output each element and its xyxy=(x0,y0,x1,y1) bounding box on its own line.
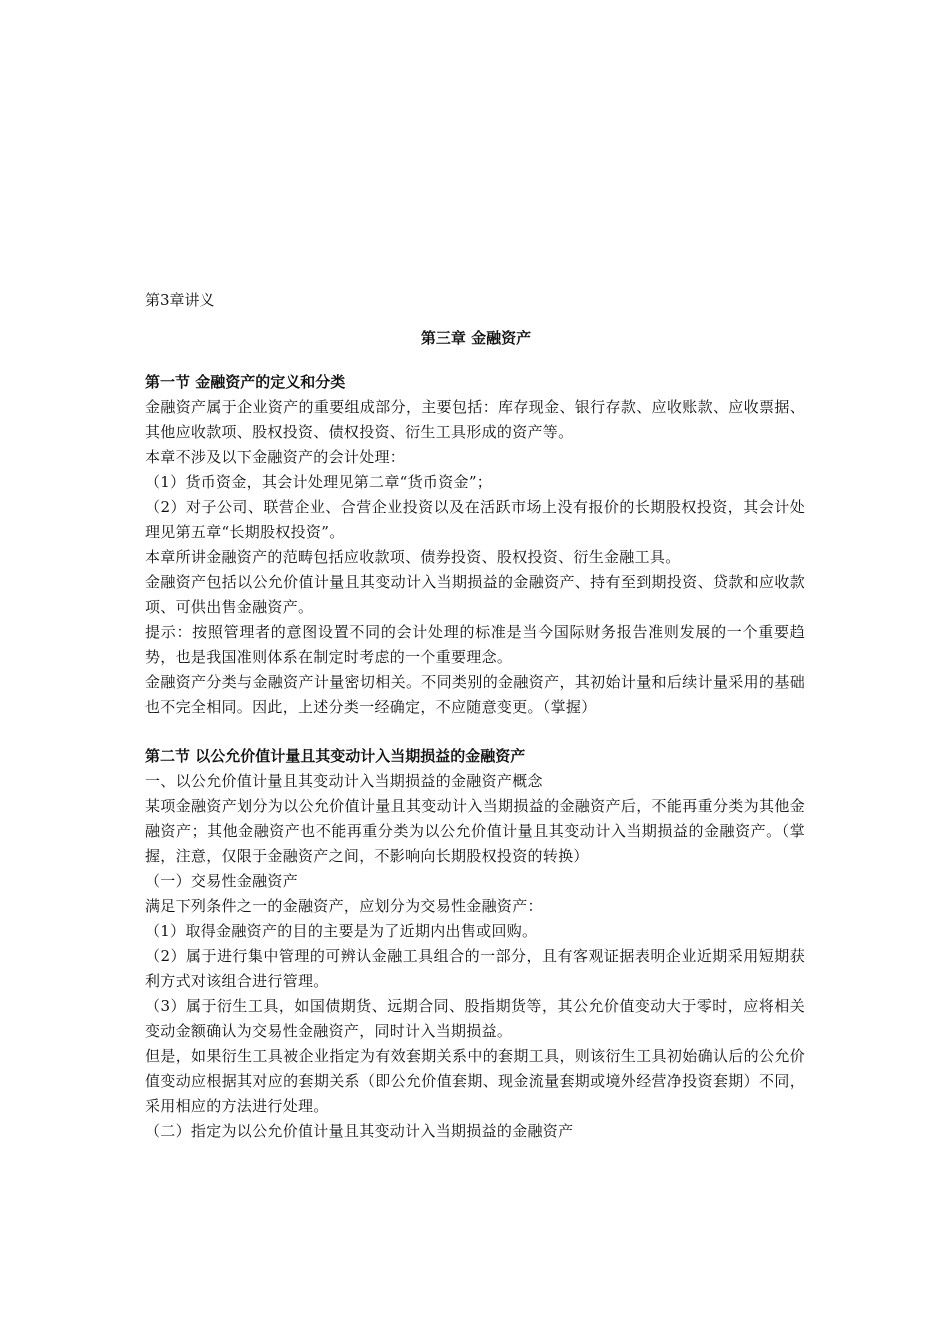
chapter-title: 第三章 金融资产 xyxy=(420,329,532,347)
list-item: （1）取得金融资产的目的主要是为了近期内出售或回购。 xyxy=(145,922,538,940)
paragraph: 金融资产包括以公允价值计量且其变动计入当期损益的金融资产、持有至到期投资、贷款和应收款项、可供出售金融资产。 xyxy=(145,573,805,616)
subheading: （二）指定为以公允价值计量且其变动计入当期损益的金融资产 xyxy=(145,1122,574,1140)
list-item: （3）属于衍生工具，如国债期货、远期合同、股指期货等，其公允价值变动大于零时，应将相关变动金额确认为交易性金融资产，同时计入当期损益。 xyxy=(145,997,805,1040)
list-item: （2）属于进行集中管理的可辨认金融工具组合的一部分，且有客观证据表明企业近期采用短期获利方式对该组合进行管理。 xyxy=(145,947,805,990)
paragraph: 某项金融资产划分为以公允价值计量且其变动计入当期损益的金融资产后，不能再重分类为其他金融资产；其他金融资产也不能再重分类为以公允价值计量且其变动计入当期损益的金融资产。（掌握，注意，仅限于金融资产之间，不影响向长期股权投资的转换） xyxy=(145,797,805,865)
list-item: （2）对子公司、联营企业、合营企业投资以及在活跃市场上没有报价的长期股权投资，其会计处理见第五章“长期股权投资”。 xyxy=(145,498,805,541)
paragraph: 金融资产属于企业资产的重要组成部分，主要包括：库存现金、银行存款、应收账款、应收票据、其他应收款项、股权投资、债权投资、衍生工具形成的资产等。 xyxy=(145,398,805,441)
tip-paragraph: 提示：按照管理者的意图设置不同的会计处理的标准是当今国际财务报告准则发展的一个重要趋势，也是我国准则体系在制定时考虑的一个重要理念。 xyxy=(145,623,805,666)
section-2 xyxy=(145,744,805,1144)
section-2-heading: 第二节 以公允价值计量且其变动计入当期损益的金融资产 xyxy=(145,747,526,765)
paragraph: 本章所讲金融资产的范畴包括应收款项、债券投资、股权投资、衍生金融工具。 xyxy=(145,548,681,566)
paragraph: 满足下列条件之一的金融资产，应划分为交易性金融资产： xyxy=(145,897,543,915)
document-page xyxy=(145,288,805,1144)
subheading: 一、以公允价值计量且其变动计入当期损益的金融资产概念 xyxy=(145,772,543,790)
section-1 xyxy=(145,370,805,720)
section-1-heading: 第一节 金融资产的定义和分类 xyxy=(145,373,346,391)
document-label: 第3章讲义 xyxy=(145,291,215,309)
paragraph: 但是，如果衍生工具被企业指定为有效套期关系中的套期工具，则该衍生工具初始确认后的公允价值变动应根据其对应的套期关系（即公允价值套期、现金流量套期或境外经营净投资套期）不同，采用相应的方法进行处理。 xyxy=(145,1047,805,1115)
section-spacer xyxy=(145,720,805,744)
list-item: （1）货币资金，其会计处理见第二章“货币资金”； xyxy=(145,473,493,491)
subheading: （一）交易性金融资产 xyxy=(145,872,299,890)
paragraph: 金融资产分类与金融资产计量密切相关。不同类别的金融资产，其初始计量和后续计量采用的基础也不完全相同。因此，上述分类一经确定，不应随意变更。（掌握） xyxy=(145,673,805,716)
paragraph: 本章不涉及以下金融资产的会计处理： xyxy=(145,448,406,466)
